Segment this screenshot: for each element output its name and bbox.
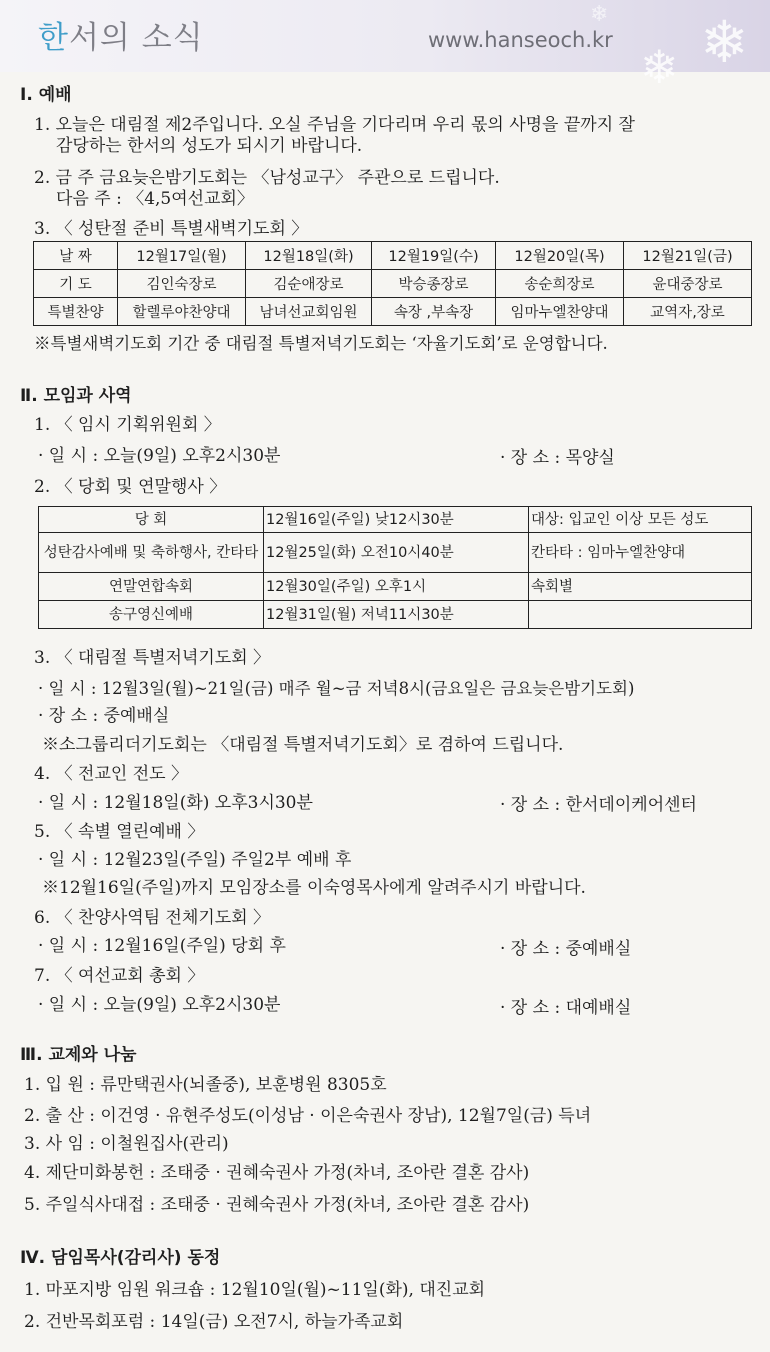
- snowflake-icon: ❄: [700, 8, 749, 76]
- meeting-7-where: · 장 소 : 대예배실: [500, 998, 632, 1018]
- worship-item-1-line1: 1. 오늘은 대림절 제2주입니다. 오실 주님을 기다리며 우리 몫의 사명을 끝까지 잘: [34, 115, 635, 135]
- table-cell: 성탄감사예배 및 축하행사, 칸타타: [39, 533, 264, 573]
- table-cell: 칸타타 : 임마누엘찬양대: [529, 533, 752, 573]
- table-cell: 교역자,장로: [624, 298, 752, 326]
- table-cell: 할렐루야찬양대: [118, 298, 246, 326]
- snowflake-icon: ❄: [590, 2, 609, 27]
- meeting-3-where: · 장 소 : 중예배실: [38, 706, 170, 726]
- table-cell: 12월18일(화): [246, 242, 372, 270]
- pastor-item: 1. 마포지방 임원 워크숍 : 12월10일(월)~11일(화), 대진교회: [24, 1280, 486, 1300]
- meeting-5-when: · 일 시 : 12월23일(주일) 주일2부 예배 후: [38, 850, 352, 870]
- newsletter-header: [0, 0, 770, 94]
- table-cell: 속장 ,부속장: [372, 298, 496, 326]
- fellowship-item: 1. 입 원 : 류만택권사(뇌졸중), 보훈병원 8305호: [24, 1075, 387, 1095]
- meeting-5-title: 5. 〈 속별 열린예배 〉: [34, 822, 205, 842]
- table-cell: 임마누엘찬양대: [496, 298, 624, 326]
- meeting-6-title: 6. 〈 찬양사역팀 전체기도회 〉: [34, 908, 271, 928]
- worship-item-2-line1: 2. 금 주 금요늦은밤기도회는 〈남성교구〉 주관으로 드립니다.: [34, 168, 500, 188]
- table-cell: 12월25일(화) 오전10시40분: [264, 533, 529, 573]
- table-cell: 윤대중장로: [624, 270, 752, 298]
- site-url[interactable]: www.hanseoch.kr: [428, 28, 613, 52]
- meeting-4-when: · 일 시 : 12월18일(화) 오후3시30분: [38, 793, 313, 813]
- meeting-5-note: ※12월16일(주일)까지 모임장소를 이숙영목사에게 알려주시기 바랍니다.: [42, 878, 586, 898]
- meeting-7-when: · 일 시 : 오늘(9일) 오후2시30분: [38, 995, 281, 1015]
- table-cell: 12월16일(주일) 낮12시30분: [264, 507, 529, 533]
- table-cell: 연말연합속회: [39, 573, 264, 601]
- table-cell: 김인숙장로: [118, 270, 246, 298]
- section-heading-worship: Ⅰ. 예배: [20, 85, 72, 105]
- section-heading-fellowship: Ⅲ. 교제와 나눔: [20, 1045, 137, 1065]
- section-heading-pastor: Ⅳ. 담임목사(감리사) 동정: [20, 1248, 221, 1268]
- fellowship-item: 2. 출 산 : 이건영 · 유현주성도(이성남 · 이은숙권사 장남), 12월7일(금) 득녀: [24, 1106, 592, 1126]
- table-cell: 기 도: [34, 270, 118, 298]
- worship-item-1-line2: 감당하는 한서의 성도가 되시기 바랍니다.: [56, 136, 363, 156]
- meeting-1-where: · 장 소 : 목양실: [500, 448, 615, 468]
- year-end-events-table: [38, 506, 752, 629]
- table-cell: 송순희장로: [496, 270, 624, 298]
- table-cell: 박승종장로: [372, 270, 496, 298]
- worship-item-3-title: 3. 〈 성탄절 준비 특별새벽기도회 〉: [34, 219, 309, 239]
- table-cell: 12월31일(월) 저녁11시30분: [264, 601, 529, 629]
- dawn-prayer-table: [33, 241, 752, 326]
- table-cell: 12월20일(목): [496, 242, 624, 270]
- newsletter-title: 한서의 소식: [38, 20, 204, 56]
- table-cell: [529, 601, 752, 629]
- table-cell: 날 짜: [34, 242, 118, 270]
- table-cell: 남녀선교회임원: [246, 298, 372, 326]
- table-cell: 12월21일(금): [624, 242, 752, 270]
- section-heading-meetings: Ⅱ. 모임과 사역: [20, 386, 132, 406]
- meeting-7-title: 7. 〈 여선교회 총회 〉: [34, 966, 205, 986]
- meeting-2-title: 2. 〈 당회 및 연말행사 〉: [34, 477, 227, 497]
- meeting-4-title: 4. 〈 전교인 전도 〉: [34, 764, 188, 784]
- meeting-4-where: · 장 소 : 한서데이케어센터: [500, 795, 697, 815]
- meeting-3-when: · 일 시 : 12월3일(월)~21일(금) 매주 월~금 저녁8시(금요일은 금요늦은밤기도회): [38, 679, 635, 698]
- table-cell: 12월30일(주일) 오후1시: [264, 573, 529, 601]
- meeting-6-when: · 일 시 : 12월16일(주일) 당회 후: [38, 936, 286, 956]
- table-cell: 특별찬양: [34, 298, 118, 326]
- table-cell: 12월19일(수): [372, 242, 496, 270]
- table-cell: 김순애장로: [246, 270, 372, 298]
- meeting-3-note: ※소그룹리더기도회는 〈대림절 특별저녁기도회〉로 겸하여 드립니다.: [42, 735, 564, 755]
- meeting-3-title: 3. 〈 대림절 특별저녁기도회 〉: [34, 648, 271, 668]
- fellowship-item: 5. 주일식사대접 : 조태중 · 권혜숙권사 가정(차녀, 조아란 결혼 감사): [24, 1195, 530, 1215]
- pastor-item: 2. 건반목회포럼 : 14일(금) 오전7시, 하늘가족교회: [24, 1312, 404, 1332]
- meeting-1-title: 1. 〈 임시 기획위원회 〉: [34, 415, 221, 435]
- fellowship-item: 3. 사 임 : 이철원집사(관리): [24, 1134, 229, 1154]
- meeting-1-when: · 일 시 : 오늘(9일) 오후2시30분: [38, 446, 281, 466]
- table-cell: 당 회: [39, 507, 264, 533]
- table-cell: 대상: 입교인 이상 모든 성도: [529, 507, 752, 533]
- table-cell: 12월17일(월): [118, 242, 246, 270]
- worship-item-2-line2: 다음 주 : 〈4,5여선교회〉: [56, 189, 254, 209]
- table-cell: 송구영신예배: [39, 601, 264, 629]
- meeting-6-where: · 장 소 : 중예배실: [500, 939, 632, 959]
- fellowship-item: 4. 제단미화봉헌 : 조태중 · 권혜숙권사 가정(차녀, 조아란 결혼 감사): [24, 1163, 530, 1183]
- snowflake-icon: ❄: [640, 40, 679, 94]
- dawn-prayer-note: ※특별새벽기도회 기간 중 대림절 특별저녁기도회는 ‘자율기도회’로 운영합니다.: [34, 334, 608, 353]
- table-cell: 속회별: [529, 573, 752, 601]
